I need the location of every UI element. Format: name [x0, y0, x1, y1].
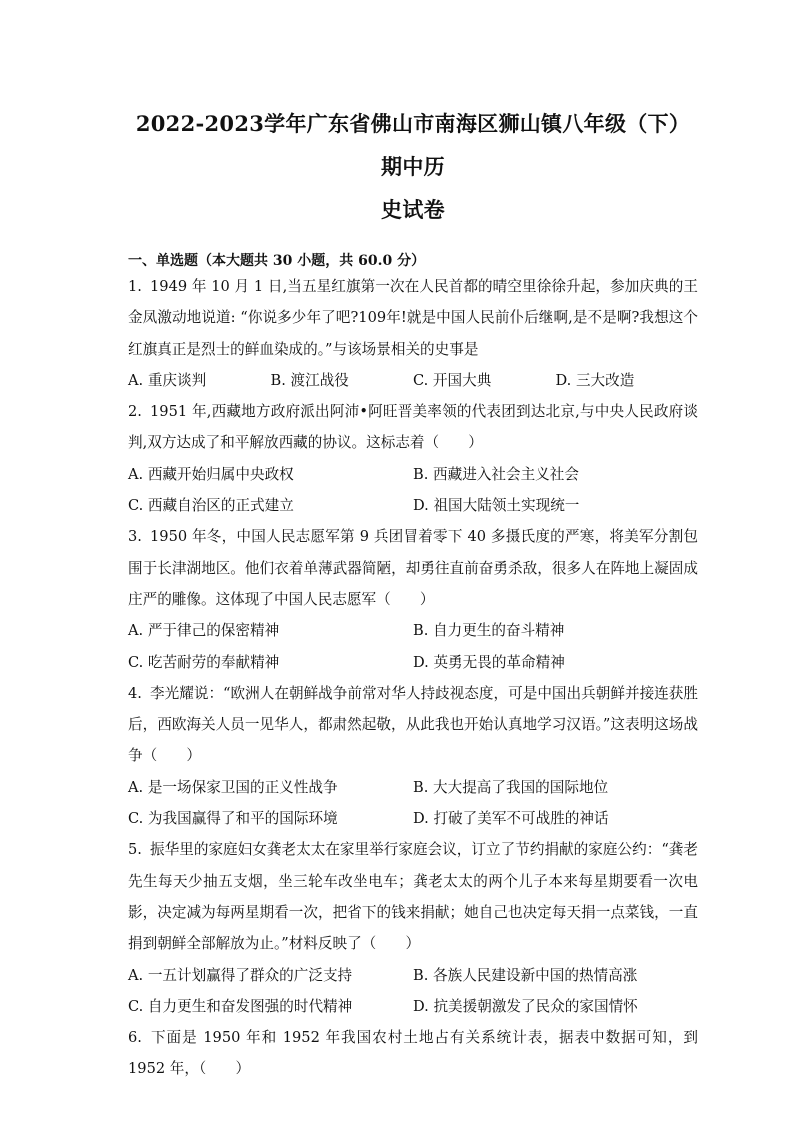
- option-c: C. 为我国赢得了和平的国际环境: [128, 810, 338, 828]
- option-a: A. 是一场保家卫国的正义性战争: [128, 778, 338, 796]
- option-d: D. 抗美援朝激发了民众的家国情怀: [413, 997, 638, 1015]
- option-b: B. 自力更生的奋斗精神: [413, 622, 565, 640]
- question-stem: 振华里的家庭妇女龚老太太在家里举行家庭会议，订立了节约捐献的家庭公约：“龚老先生每天少抽五支烟，坐三轮车改坐电车；龚老太太的两个儿子本来每星期要看一次电影，决定减为每两星期看一次，把省下的钱来捐献；她自己也决定每天捐一点菜钱，一直捐到朝鲜全部解放为止。”材料反映了（ ）: [128, 841, 698, 953]
- option-d: D. 祖国大陆领土实现统一: [413, 497, 580, 515]
- question-6: [128, 1022, 698, 1085]
- question-5: [128, 834, 698, 1022]
- question-number: 5.: [128, 841, 142, 859]
- option-c: C. 吃苦耐劳的奉献精神: [128, 653, 280, 671]
- option-b: B. 西藏进入社会主义社会: [413, 465, 579, 483]
- option-a: A. 严于律己的保密精神: [128, 622, 280, 640]
- exam-title: [128, 0, 698, 231]
- option-c: C. 开国大典: [413, 371, 492, 389]
- question-stem: 李光耀说：“欧洲人在朝鲜战争前常对华人持歧视态度，可是中国出兵朝鲜并接连获胜后，西欧海关人员一见华人，都肃然起敬，从此我也开始认真地学习汉语。”这表明这场战争（ ）: [128, 684, 698, 765]
- option-d: D. 英勇无畏的革命精神: [413, 653, 565, 671]
- option-b: B. 大大提高了我国的国际地位: [413, 778, 609, 796]
- question-number: 3.: [128, 528, 142, 546]
- exam-title-line2: 史试卷: [381, 197, 445, 222]
- question-stem: 1951 年,西藏地方政府派出阿沛•阿旺晋美率领的代表团到达北京,与中央人民政府谈判,双方达成了和平解放西藏的协议。这标志着（ ）: [128, 403, 698, 452]
- options-grid: [128, 772, 698, 835]
- option-d: D. 三大改造: [555, 371, 635, 389]
- question-number: 4.: [128, 684, 142, 702]
- question-stem: 1949 年 10 月 1 日,当五星红旗第一次在人民首都的晴空里徐徐升起，参加庆典的王金凤激动地说道: “你说多少年了吧?109年!就是中国人民前仆后继啊,是不是啊?我想这个红旗真正是烈士的鲜血染成的。”与该场景相关的史事是: [128, 278, 698, 358]
- question-3: [128, 521, 698, 677]
- exam-title-line1: 2022-2023学年广东省佛山市南海区狮山镇八年级（下）期中历: [135, 111, 691, 179]
- question-2: [128, 396, 698, 521]
- option-a: A. 西藏开始归属中央政权: [128, 465, 294, 483]
- question-stem: 1950 年冬，中国人民志愿军第 9 兵团冒着零下 40 多摄氏度的严寒，将美军分割包围于长津湖地区。他们衣着单薄武器简陋，却勇往直前奋勇杀敌，很多人在阵地上凝固成庄严的雕像。这体现了中国人民志愿军（ ）: [128, 528, 698, 608]
- options-grid: [128, 960, 698, 1023]
- option-d: D. 打破了美军不可战胜的神话: [413, 810, 609, 828]
- option-b: B. 渡江战役: [270, 371, 349, 389]
- option-a: A. 一五计划赢得了群众的广泛支持: [128, 966, 353, 984]
- options-row: [128, 365, 698, 396]
- option-c: C. 自力更生和奋发图强的时代精神: [128, 997, 353, 1015]
- question-number: 2.: [128, 403, 142, 421]
- question-4: [128, 678, 698, 834]
- question-number: 6.: [128, 1029, 142, 1047]
- question-number: 1.: [128, 278, 142, 295]
- option-b: B. 各族人民建设新中国的热情高涨: [413, 966, 638, 984]
- options-grid: [128, 459, 698, 522]
- question-1: [128, 271, 698, 396]
- options-grid: [128, 615, 698, 678]
- question-stem: 下面是 1950 年和 1952 年我国农村土地占有关系统计表，据表中数据可知，到 1952 年，（ ）: [128, 1029, 698, 1078]
- option-a: A. 重庆谈判: [128, 371, 207, 389]
- option-c: C. 西藏自治区的正式建立: [128, 497, 294, 515]
- section-heading: 一、单选题（本大题共 30 小题，共 60.0 分）: [128, 253, 426, 269]
